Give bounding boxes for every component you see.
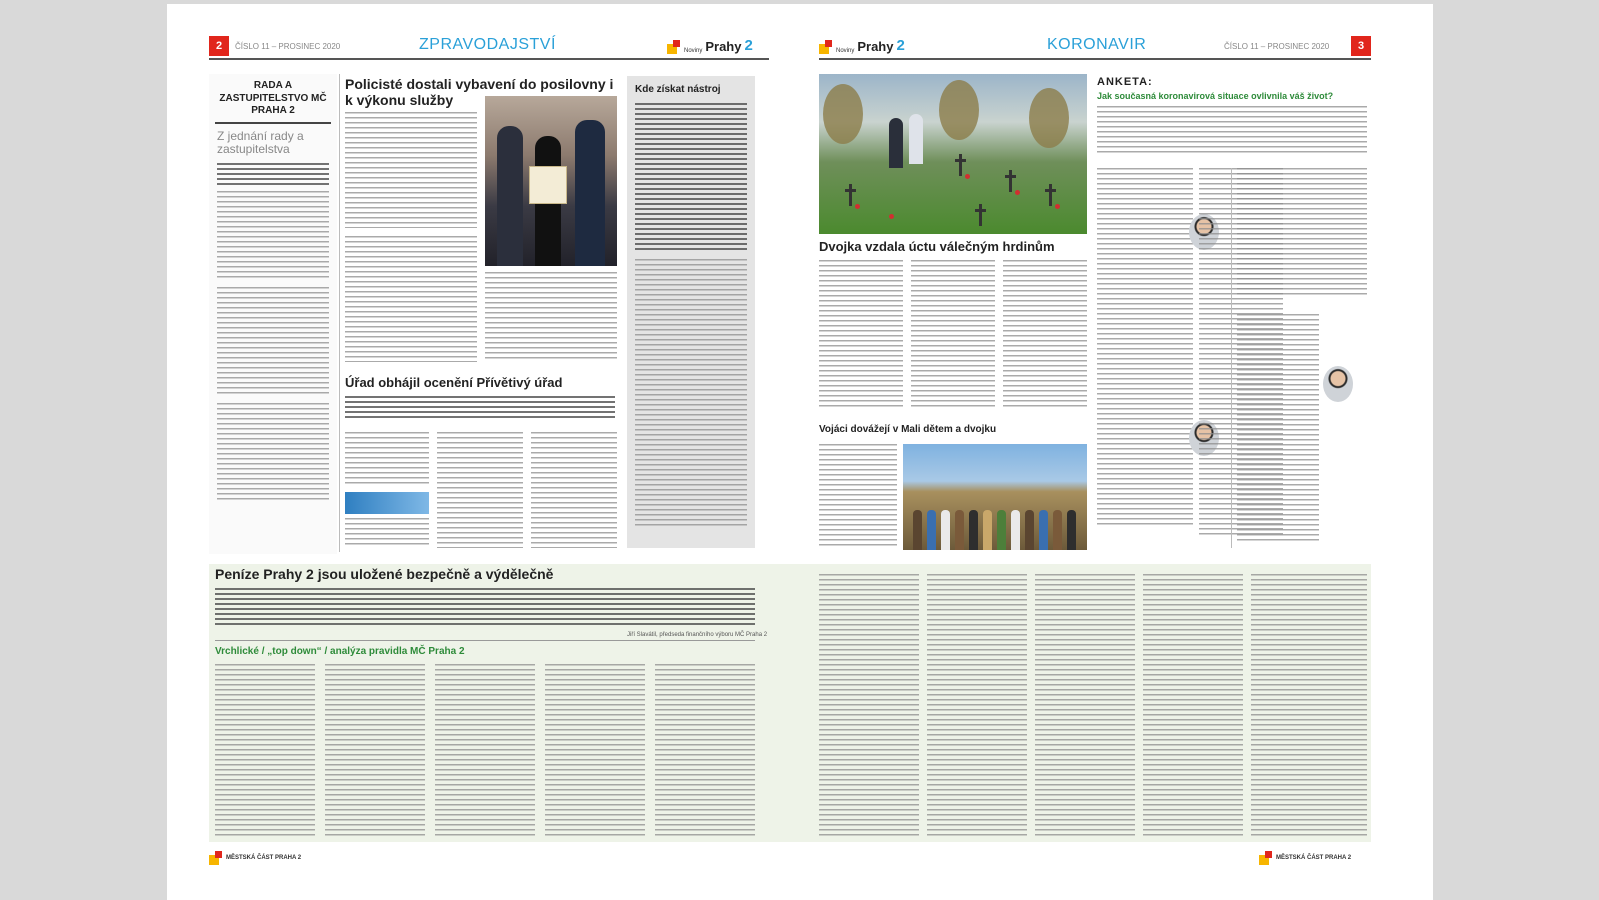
poll-intro-text — [1097, 106, 1367, 156]
poll-question: Jak současná koronavirová situace ovlivnila váš život? — [1097, 91, 1334, 101]
finance-text-column — [1251, 574, 1367, 836]
cemetery-article-text — [911, 260, 995, 410]
sidebar-gray-text — [635, 259, 747, 529]
brand-small-text: Noviny — [836, 48, 855, 54]
right-page-header — [819, 34, 1371, 60]
cemetery-photo — [819, 74, 1087, 234]
office-article-text — [345, 518, 429, 548]
brand-small-text: Noviny — [684, 48, 703, 54]
brand-number: 2 — [744, 37, 753, 54]
finance-article-byline: Jiří Slavátil, předseda finančního výboru MČ Praha 2 — [627, 632, 768, 638]
issue-label-right: ČÍSLO 11 – PROSINEC 2020 — [1224, 42, 1330, 51]
finance-text-column — [927, 574, 1027, 836]
column-divider — [339, 74, 340, 552]
brand-name: Prahy — [857, 39, 894, 54]
page-number-right: 3 — [1351, 36, 1371, 56]
council-subtitle: Z jednání rady a zastupitelstva — [217, 128, 304, 157]
issue-label-left: ČÍSLO 11 – PROSINEC 2020 — [235, 42, 341, 51]
finance-article-headline: Peníze Prahy 2 jsou uložené bezpečně a výdělečně — [215, 566, 554, 582]
finance-text-column — [325, 664, 425, 836]
cemetery-article-text — [1003, 260, 1087, 410]
poll-label: ANKETA: — [1097, 76, 1153, 88]
finance-text-column — [545, 664, 645, 836]
certificate-image — [529, 166, 567, 204]
council-lead-text — [217, 163, 329, 185]
brand-mark-icon — [1259, 851, 1273, 865]
office-award-logo — [345, 492, 429, 514]
brand-number: 2 — [896, 37, 905, 54]
footer-brand-right: MĚSTSKÁ ČÁST PRAHA 2 — [1259, 851, 1351, 865]
column-divider — [1231, 168, 1232, 548]
finance-article-lead — [215, 588, 755, 626]
section-title-right: KORONAVIR — [1047, 36, 1147, 53]
finance-subheadline: Vrchlické / „top down“ / analýza pravidla MČ Praha 2 — [215, 646, 465, 657]
council-text-block — [217, 403, 329, 503]
page-number-left: 2 — [209, 36, 229, 56]
council-title: RADA A ZASTUPITELSTVO MČ PRAHA 2 — [215, 74, 331, 124]
section-title-left: ZPRAVODAJSTVÍ — [419, 36, 556, 53]
office-article-text — [437, 432, 523, 548]
finance-text-column — [1143, 574, 1243, 836]
police-article-headline: Policisté dostali vybavení do posilovny i k výkonu služby — [345, 76, 614, 109]
police-article-text — [345, 236, 477, 362]
youth-article-text — [819, 444, 897, 548]
finance-text-column — [1035, 574, 1135, 836]
respondent-photo — [1323, 366, 1353, 402]
sidebar-gray-text — [635, 103, 747, 253]
finance-text-column — [215, 664, 315, 836]
poll-answer-text — [1097, 168, 1193, 528]
office-article-headline: Úřad obhájil ocenění Přívětivý úřad — [345, 375, 563, 390]
cemetery-article-headline: Dvojka vzdala úctu válečným hrdinům — [819, 239, 1055, 254]
brand-mark-icon — [209, 851, 223, 865]
brand-name: Prahy — [705, 39, 742, 54]
council-text-block — [217, 191, 329, 281]
footer-brand-left: MĚSTSKÁ ČÁST PRAHA 2 — [209, 851, 301, 865]
office-article-text — [345, 432, 429, 486]
brand-logo-left — [667, 37, 753, 54]
office-article-lead — [345, 396, 615, 418]
poll-answer-text — [1237, 314, 1319, 544]
finance-text-column — [435, 664, 535, 836]
council-column — [209, 74, 337, 554]
youth-article-headline: Vojáci dovážejí v Mali dětem a dvojku — [819, 424, 997, 435]
cemetery-article-text — [819, 260, 903, 410]
police-article-text — [345, 112, 477, 228]
newspaper-spread — [167, 4, 1433, 900]
left-page-header — [209, 34, 769, 60]
poll-answer-text — [1237, 168, 1367, 298]
council-text-block — [217, 287, 329, 397]
office-article-text — [531, 432, 617, 548]
sidebar-gray-column — [627, 76, 755, 548]
brand-mark-icon — [819, 40, 833, 54]
police-article-text — [485, 272, 617, 362]
youth-group-photo — [903, 444, 1087, 550]
finance-text-column — [655, 664, 755, 836]
brand-mark-icon — [667, 40, 681, 54]
brand-logo-right — [819, 37, 905, 54]
police-award-photo — [485, 96, 617, 266]
finance-rule — [215, 640, 755, 641]
sidebar-gray-title: Kde získat nástroj — [635, 84, 721, 95]
finance-text-column — [819, 574, 919, 836]
